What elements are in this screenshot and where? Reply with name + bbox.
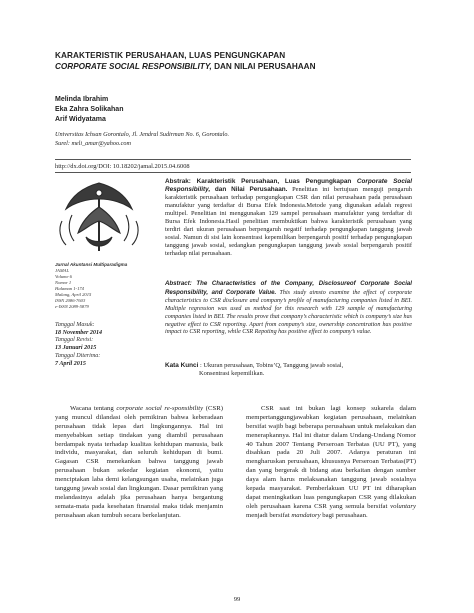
journal-metadata <box>55 262 155 310</box>
revised-date: 13 Januari 2015 <box>55 345 97 352</box>
received-label: Tanggal Masuk: <box>55 322 95 328</box>
author-2: Eka Zahra Solikahan <box>55 105 124 113</box>
abstract-en-label: Abstract: The Characteristics of the Company, Disclosureof Corporate Social Responsibility, and Corporate Value. <box>165 280 412 296</box>
accepted-label: Tanggal Diterima: <box>55 352 101 359</box>
paragraph-text: (CSR) yang muncul dilandasi oleh pemikiran bahwa keberadaan perusahaan tidak lepas dari lingkungannya. Hal ini menyebabkan setiap tindakan yang diambil perusahaan berdampak nyata terhadap kualitas kehidupan manusia, baik individu, masyarakat, dan seluruh kehidupan di bumi. Gagasan CSR menekankan bahwa tanggung jawab perusahaan bukan sekedar kegiatan ekonomi, yaitu menciptakan laba demi kelangsungan usaha, melainkan juga tanggung jawab sosial dan lingkungan. Dasar pemikiran yang melandasinya adalah jika perusahaan hanya bergantung semata-mata pada kesehatan finansial maka tidak menjamin perusahaan akan tumbuh secara berkelanjutan. <box>55 405 223 519</box>
abstract-id-label-end: dan Nilai Perusahaan. <box>214 186 288 194</box>
journal-abbrev: JAMAL <box>55 268 70 273</box>
journal-name: Jurnal Akuntansi Multiparadigma <box>55 262 128 267</box>
affiliation-email: Surel: meli_amar@yahoo.com <box>55 139 131 147</box>
doi-link[interactable]: http://dx.doi.org/DOI: 10.18202/jamal.2015.04.6008 <box>55 163 190 170</box>
paragraph-text: CSR saat ini bukan lagi konsep sukarela dalam mempertanggungjawabkan kegiatan perusahaan, melainkan bersifat wajib bagi beberapa perusahaan untuk melakukan dan menerapkannya. Hal ini diatur dalam Undang-Undang Nomor 40 Tahun 2007 Tentang Perseroan Terbatas (UU PT), yang disahkan pada 20 Juli 2007. Adanya peraturan ini mengharuskan perusahaan, khususnya Perseroan Terbatas(PT) dan yang bergerak di bidang atau berkaitan dengan sumber daya alam harus melaksanakan tanggung jawab sosialnya kepada masyarakat. Pemberlakuan UU PT ini diharapkan dapat meningkatkan luas pengungkapan CSR yang dilakukan oleh perusahaan karena CSR yang semula bersifat <box>246 405 416 510</box>
submission-dates <box>55 322 160 368</box>
paragraph-text: bagi perusahaan. <box>320 511 368 519</box>
received-date: 18 November 2014 <box>55 329 103 336</box>
revised-label: Tanggal Revisi: <box>55 337 94 344</box>
author-1: Melinda Ibrahim <box>55 96 109 103</box>
journal-pages: Halaman 1-174 <box>55 286 84 291</box>
page-number: 99 <box>233 596 241 603</box>
journal-issn: ISSN 2086-7603 <box>55 298 86 303</box>
body-column-right <box>246 405 416 520</box>
author-list <box>55 95 123 124</box>
paragraph-text: Wacana tentang <box>70 405 117 412</box>
keywords-line-2: Konsentrasi kepemilikan. <box>199 370 265 378</box>
abstract-en-body: This study aimsto examine the effect of corporate characteristics to CSR disclosure and company’s profile of manufacturing companies listed in BEI. Multiple regression was used as method for this research with 129 sample of manufacturing companies listed in BEI. The results prove that company’s characteristic which is company’s size has negative effect to CSR reporting. Apart from company’s size, ownership concentration has positive impact to CSR reporting, while CSR Repoting has positive effect to company’s value. <box>165 289 412 336</box>
keywords-label: Kata Kunci <box>165 362 199 369</box>
journal-eissn: e-ISSN 2089-5879 <box>55 304 89 309</box>
accepted-date: 7 April 2015 <box>55 360 86 367</box>
article-title <box>55 50 435 72</box>
abstract-id-label: Abstrak: Karakteristik Perusahaan, Luas Pengungkapan <box>165 178 352 185</box>
journal-volume: Volume 6 <box>55 274 72 279</box>
journal-place-date: Malang, April 2015 <box>55 292 92 297</box>
affiliation-address: Universitas Ichsan Gorontalo, Jl. Jendral Sudirman No. 6, Gorontalo. <box>55 131 229 138</box>
author-3: Arif Widyatama <box>55 115 106 123</box>
title-line-1: KARAKTERISTIK PERUSAHAAN, LUAS PENGUNGKAPAN <box>55 51 286 60</box>
paragraph-term: mandatory <box>291 511 321 519</box>
abstract-indonesian <box>165 178 412 258</box>
paragraph-term: voluntary <box>390 502 416 510</box>
keywords-line-1: : Ukuran perusahaan, Tobins’Q, Tanggung jawab sosial, <box>200 362 344 369</box>
paragraph-term: corporate social re-sponsibility <box>116 405 204 412</box>
journal-number: Nomor 1 <box>55 280 72 285</box>
abstract-id-body: Penelitian ini bertujuan menguji pengaruh karakteristik perusahaan terhadap pengungkapan CSR dan nilai perusahaan pada perusahaan manufaktur yang terdaftar di Bursa Efek Indonesia.Metode yang digunakan adalah regresi multipel. Penelitian ini menggunakan 129 sampel perusahaan manufaktur yang terdaftar di Bursa Efek Indonesia.Hasil penelitian membuktikan bahwa karakteristik perusahaan yang terdiri dari ukuran perusahaan berpengaruh negatif terhadap pengungkapan tanggung jawab sosial. Namun di sisi lain konsentrasi kepemilikan berpengaruh positif terhadap pengungkapan tanggung jawab sosial, sedangkan pengungkapan tanggung jawab sosial berpengaruh positif terhadap nilai perusahaan. <box>165 186 412 258</box>
title-line-2-plain: DAN NILAI PERUSAHAAN <box>211 62 316 71</box>
paragraph-text: menjadi bersifat <box>246 511 292 519</box>
keywords <box>165 362 412 379</box>
title-line-2 <box>55 61 435 72</box>
abstract-english <box>165 280 412 337</box>
abstract-id-label-italic: Corporate Social Responsibility, <box>165 178 412 194</box>
title-line-2-italic: CORPORATE SOCIAL RESPONSIBILITY, <box>55 62 212 71</box>
affiliation <box>55 131 229 148</box>
paragraph <box>55 405 223 520</box>
journal-logo-icon <box>52 177 147 259</box>
paragraph <box>246 405 416 520</box>
divider-bottom <box>55 172 411 173</box>
divider-top <box>55 159 411 160</box>
body-column-left <box>55 405 223 520</box>
